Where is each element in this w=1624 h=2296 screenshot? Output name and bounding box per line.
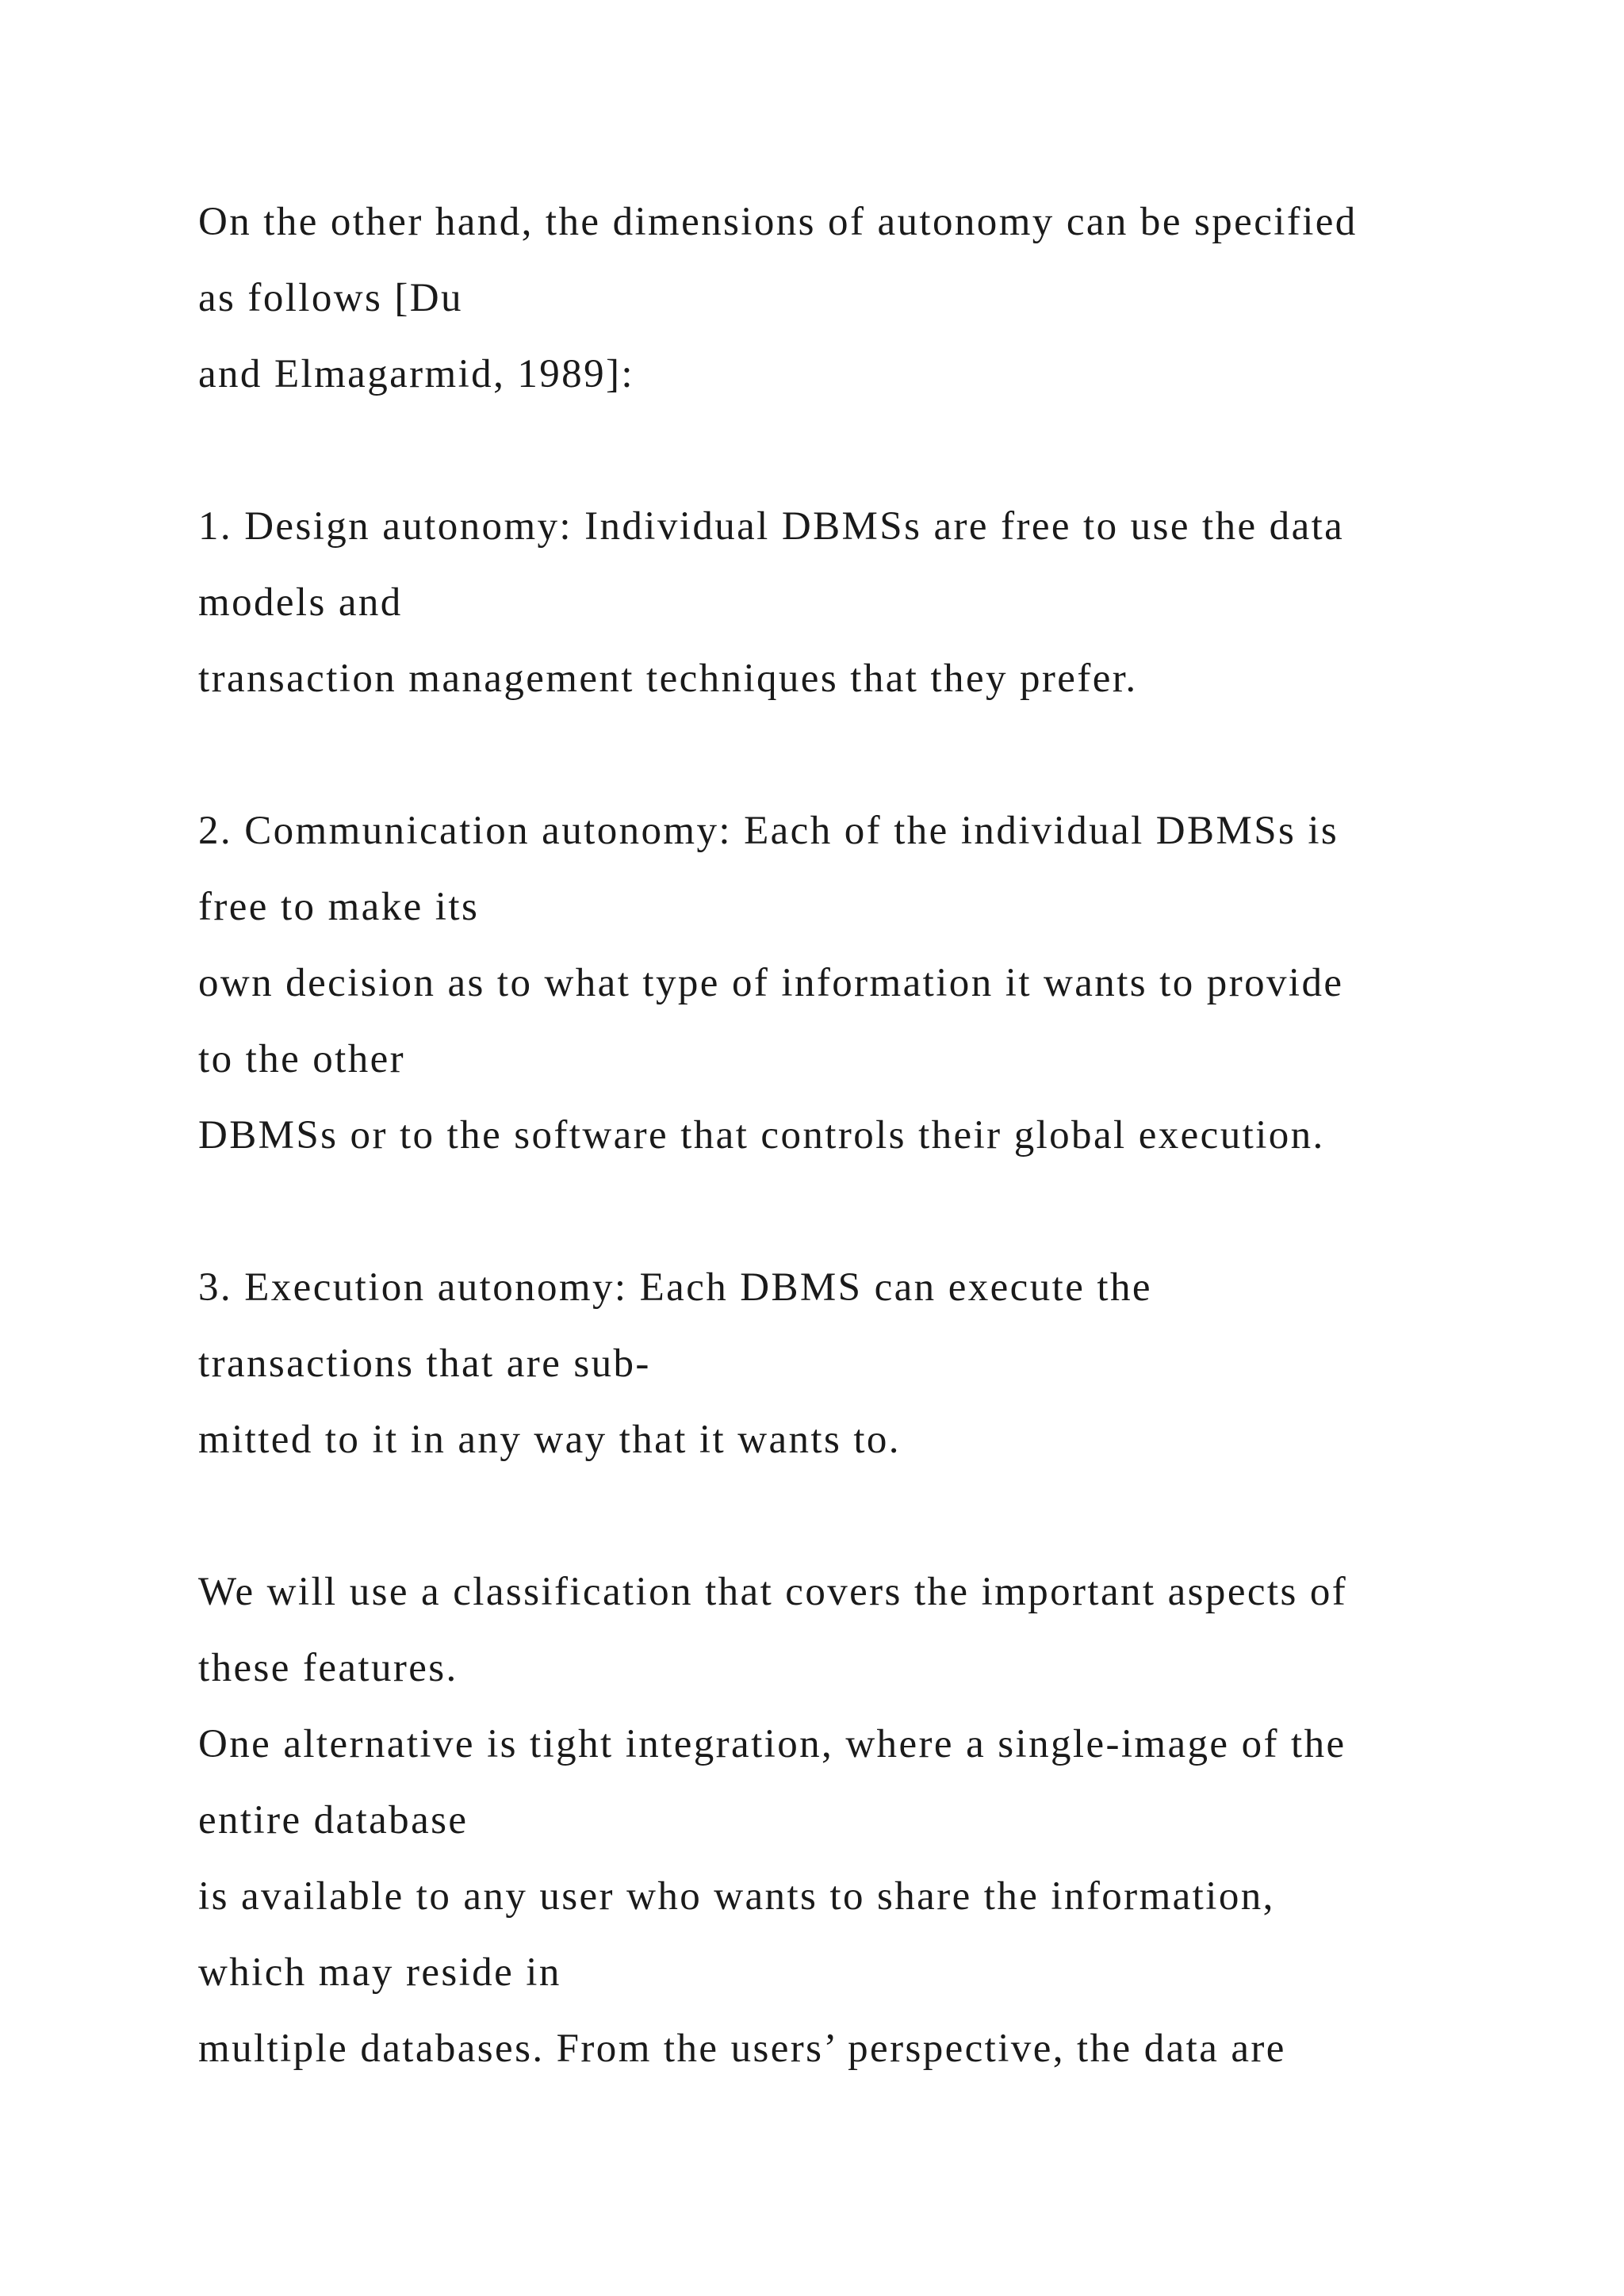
- text-line: which may reside in: [198, 1950, 561, 1995]
- text-line: transactions that are sub-: [198, 1341, 651, 1386]
- text-line: to the other: [198, 1037, 406, 1081]
- text-line: transaction management techniques that they prefer.: [198, 656, 1138, 701]
- text-line: entire database: [198, 1798, 469, 1843]
- text-line: One alternative is tight integration, where a single-image of the: [198, 1722, 1346, 1766]
- text-line: We will use a classification that covers the important aspects of: [198, 1570, 1348, 1614]
- text-line: as follows [Du: [198, 276, 463, 320]
- text-line: On the other hand, the dimensions of autonomy can be specified: [198, 200, 1358, 244]
- document-body: [198, 184, 1546, 2087]
- text-line: models and: [198, 580, 403, 625]
- paragraph-execution-autonomy: [198, 1249, 1546, 1478]
- text-line: DBMSs or to the software that controls their global execution.: [198, 1113, 1325, 1158]
- paragraph-gap: [198, 1173, 1546, 1249]
- paragraph-gap: [198, 717, 1546, 793]
- text-line: multiple databases. From the users’ perspective, the data are: [198, 2026, 1286, 2071]
- text-line: free to make its: [198, 885, 480, 929]
- text-line: own decision as to what type of information it wants to provide: [198, 961, 1344, 1005]
- paragraph-intro: [198, 184, 1546, 412]
- paragraph-classification: [198, 1554, 1546, 2087]
- paragraph-gap: [198, 412, 1546, 488]
- paragraph-communication-autonomy: [198, 793, 1546, 1173]
- text-line: mitted to it in any way that it wants to.: [198, 1418, 901, 1462]
- text-line: is available to any user who wants to share the information,: [198, 1874, 1275, 1919]
- text-line: and Elmagarmid, 1989]:: [198, 352, 634, 396]
- text-line: 2. Communication autonomy: Each of the individual DBMSs is: [198, 809, 1339, 853]
- paragraph-gap: [198, 1478, 1546, 1554]
- text-line: 1. Design autonomy: Individual DBMSs are free to use the data: [198, 504, 1345, 549]
- text-line: these features.: [198, 1646, 458, 1690]
- text-line: 3. Execution autonomy: Each DBMS can execute the: [198, 1265, 1152, 1310]
- paragraph-design-autonomy: [198, 488, 1546, 717]
